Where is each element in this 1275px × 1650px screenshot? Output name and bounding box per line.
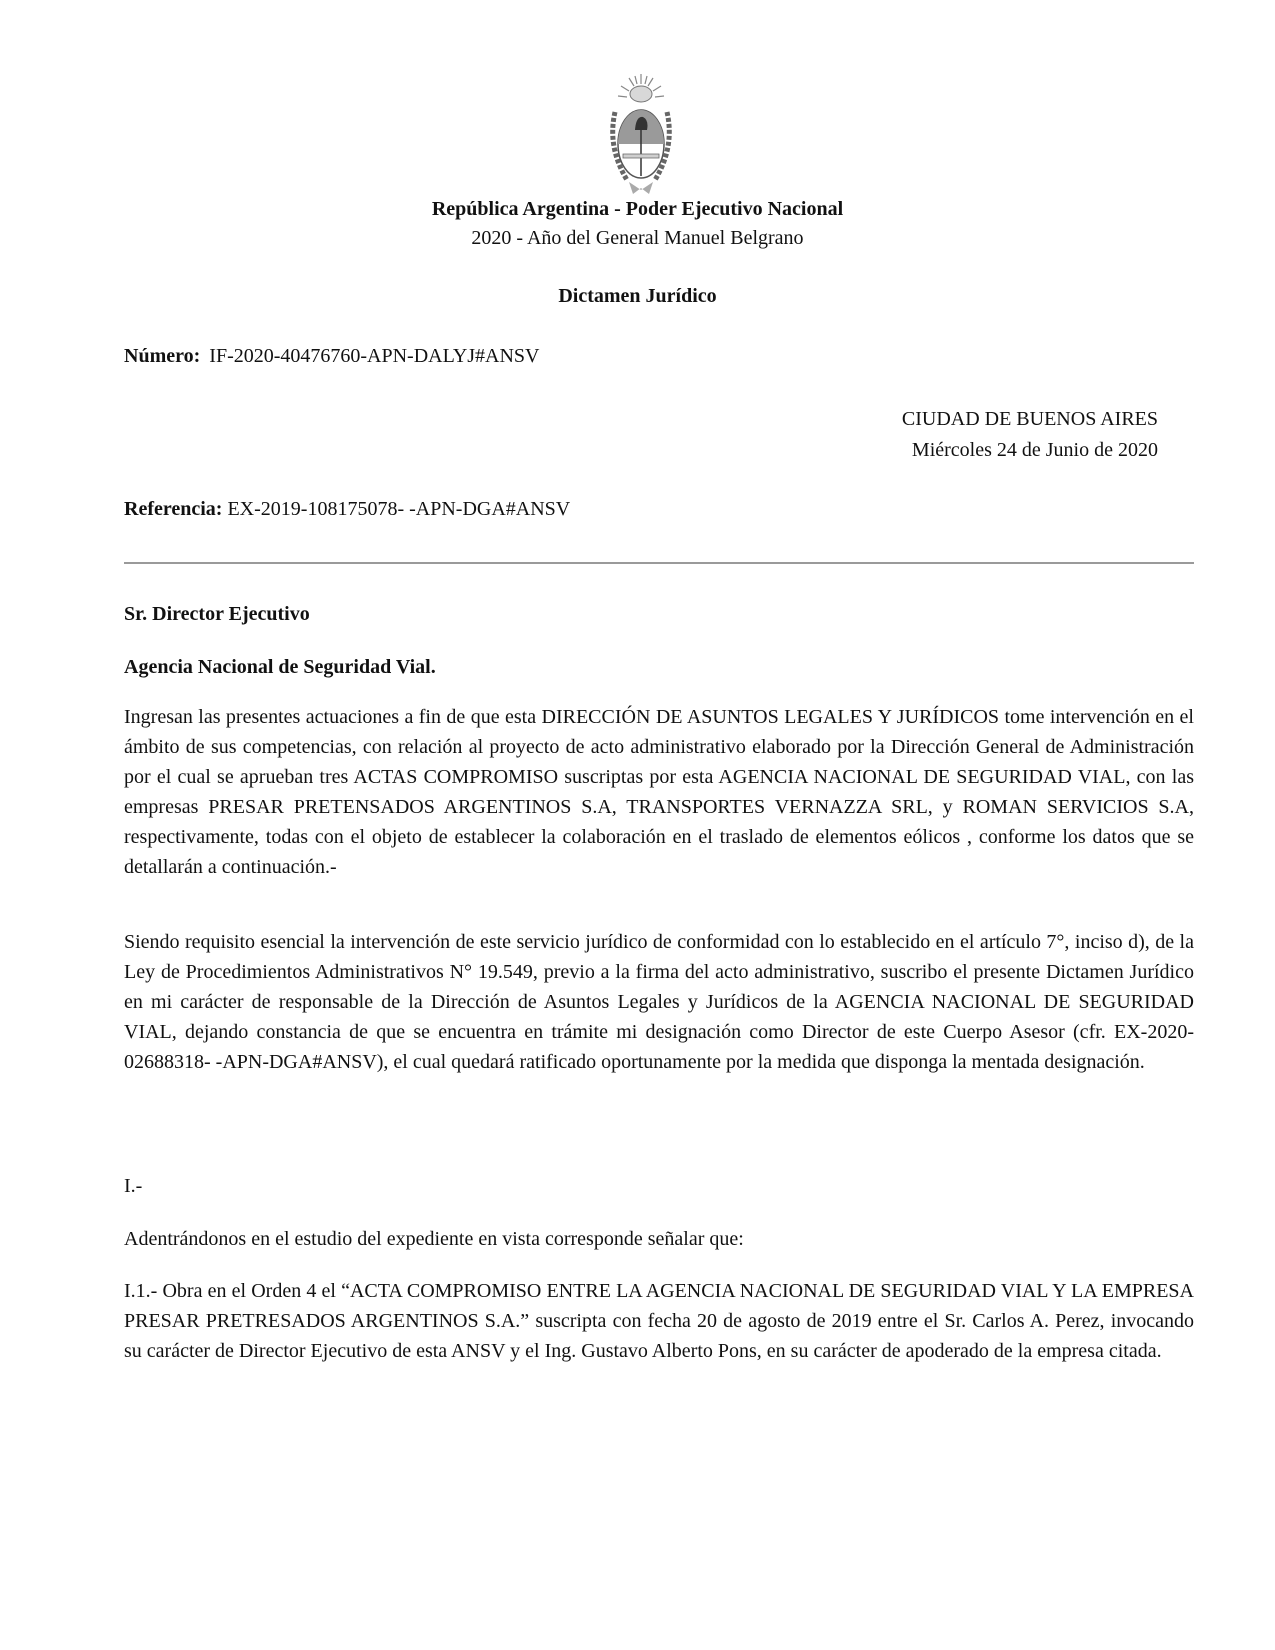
numero-label: Número: — [124, 345, 201, 367]
date: Miércoles 24 de Junio de 2020 — [911, 439, 1158, 461]
sun-face — [630, 86, 652, 102]
paragraph-acta-1: I.1.- Obra en el Orden 4 el “ACTA COMPROMISO ENTRE LA AGENCIA NACIONAL DE SEGURIDAD VIAL Y LA EMPRESA PRESAR PRETRESADOS ARGENTINOS S.A.” suscripta con fecha 20 de agosto de 2019 entre el Sr. Carlos A. Perez, invocando su carácter de Director Ejecutivo de esta ANSV y el Ing. Gustavo Alberto Pons, en su carácter de apoderado de la empresa citada. — [124, 1280, 1194, 1362]
paragraph-competence: Siendo requisito esencial la intervención de este servicio jurídico de conformidad con lo establecido en el artículo 7°, inciso d), de la Ley de Procedimientos Administrativos N° 19.549, previo a la firma del acto administrativo, suscribo el presente Dictamen Jurídico en mi carácter de responsable de la Dirección de Asuntos Legales y Jurídicos de la AGENCIA NACIONAL DE SEGURIDAD VIAL, dejando constancia de que se encuentra en trámite mi designación como Director de este Cuerpo Asesor (cfr. EX-2020-02688318- -APN-DGA#ANSV), el cual quedará ratificado oportunamente por la medida que disponga la mentada designación. — [124, 931, 1194, 1073]
header-title: República Argentina - Poder Ejecutivo Nacional — [431, 198, 844, 220]
city: CIUDAD DE BUENOS AIRES — [901, 408, 1158, 430]
paragraph-intro: Ingresan las presentes actuaciones a fin de que esta DIRECCIÓN DE ASUNTOS LEGALES Y JURÍDICOS tome intervención en el ámbito de sus competencias, con relación al proyecto de acto administrativo elaborado por la Dirección General de Administración por el cual se aprueban tres ACTAS COMPROMISO suscriptas por esta AGENCIA NACIONAL DE SEGURIDAD VIAL, con las empresas PRESAR PRETENSADOS ARGENTINOS S.A, TRANSPORTES VERNAZZA SRL, y ROMAN SERVICIOS S.A, respectivamente, todas con el objeto de establecer la colaboración en el traslado de elementos eólicos , conforme los datos que se detallarán a continuación.- — [124, 706, 1194, 878]
clasped-hands — [623, 154, 659, 158]
referencia-label: Referencia: — [124, 498, 223, 520]
salutation-recipient: Sr. Director Ejecutivo — [124, 603, 310, 625]
numero-line — [124, 345, 540, 368]
referencia-line — [124, 498, 570, 521]
numero-value: IF-2020-40476760-APN-DALYJ#ANSV — [209, 345, 540, 367]
header-divider — [124, 562, 1194, 564]
section-heading: I.- — [124, 1175, 143, 1197]
salutation-agency: Agencia Nacional de Seguridad Vial. — [124, 656, 436, 678]
argentina-coat-of-arms-icon — [605, 72, 677, 200]
paragraph-study: Adentrándonos en el estudio del expediente en vista corresponde señalar que: — [124, 1228, 744, 1250]
referencia-value: EX-2019-108175078- -APN-DGA#ANSV — [227, 498, 571, 520]
ribbon — [629, 182, 653, 194]
header-subtitle: 2020 - Año del General Manuel Belgrano — [471, 227, 804, 249]
document-type: Dictamen Jurídico — [558, 285, 717, 307]
